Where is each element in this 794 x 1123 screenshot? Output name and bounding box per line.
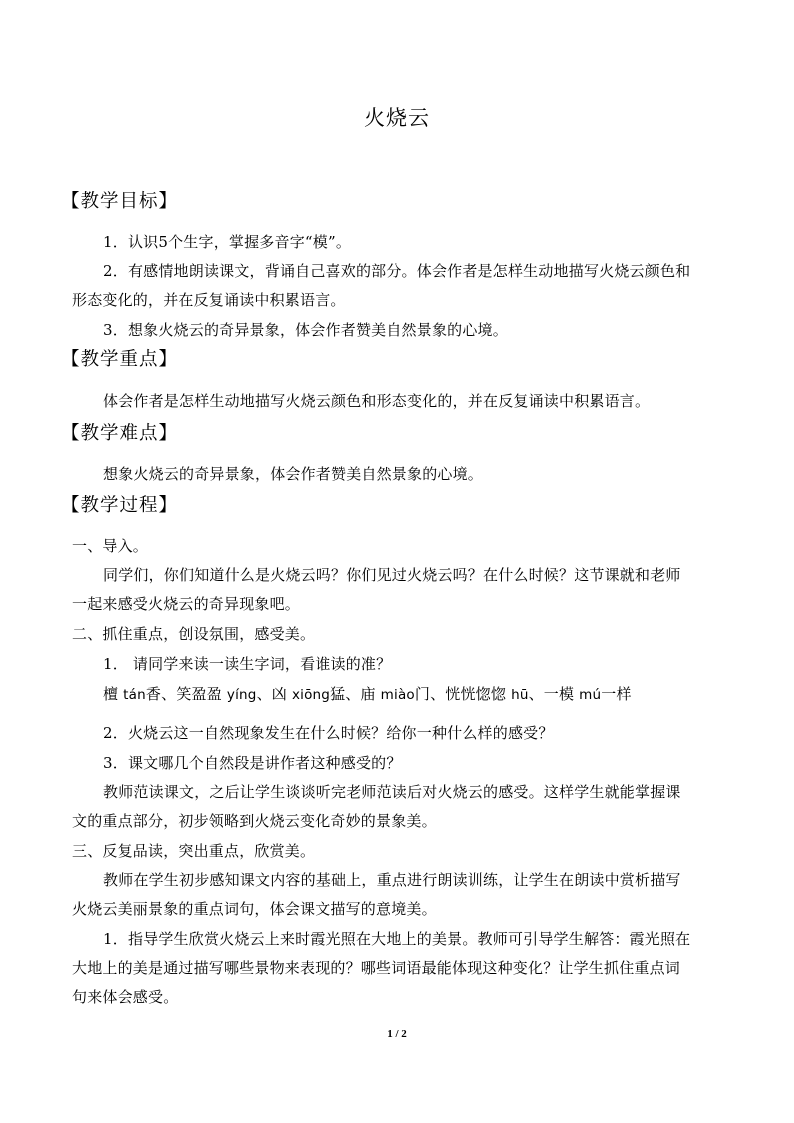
vocab-word: 一模 (543, 685, 575, 703)
vocab-rest: 一样 (601, 685, 632, 703)
process-step-2-question-2: 2．火烧云这一自然现象发生在什么时候？给你一种什么样的感受？ (103, 724, 554, 742)
vocab-word: 檀 (103, 685, 119, 703)
vocab-pinyin: mú (579, 687, 602, 703)
process-step-3-question-1-line-2: 大地上的美是通过描写哪些景物来表现的？哪些词语最能体现这种变化？让学生抓住重点词 (72, 959, 681, 977)
difficulty-text: 想象火烧云的奇异景象，体会作者赞美自然景象的心境。 (103, 465, 484, 483)
process-step-3-title: 三、反复品读，突出重点，欣赏美。 (72, 842, 316, 860)
section-heading-difficulty: 【教学难点】 (61, 423, 179, 444)
process-step-2-question-3: 3．课文哪几个自然段是讲作者这种感受的？ (103, 754, 402, 772)
vocab-rest: 门、 (414, 685, 446, 703)
process-step-2-para-line-1: 教师范读课文，之后让学生谈谈听完老师范读后对火烧云的感受。这样学生就能掌握课 (103, 783, 681, 801)
page-title: 火烧云 (364, 106, 430, 130)
vocab-pinyin: tán (123, 687, 146, 703)
vocab-pinyin: miào (380, 687, 415, 703)
goal-item-3: 3．想象火烧云的奇异景象，体会作者赞美自然景象的心境。 (103, 321, 508, 339)
goal-item-2-cont: 形态变化的，并在反复诵读中积累语言。 (72, 291, 346, 309)
vocab-rest: 、 (528, 685, 544, 703)
vocab-line (103, 684, 632, 705)
section-heading-process: 【教学过程】 (61, 495, 179, 516)
vocab-rest: 猛、 (330, 685, 361, 703)
vocab-pinyin: yíng (226, 687, 257, 703)
process-step-3-para-line-1: 教师在学生初步感知课文内容的基础上，重点进行朗读训练，让学生在朗读中赏析描写 (103, 871, 681, 889)
process-step-1-para-line-2: 一起来感受火烧云的奇异现象吧。 (72, 595, 301, 613)
goal-item-1: 1．认识5个生字，掌握多音字“模”。 (103, 233, 352, 251)
vocab-pinyin: hū (511, 687, 529, 703)
process-step-3-para-line-2: 火烧云美丽景象的重点词句，体会课文描写的意境美。 (72, 900, 437, 918)
section-heading-key: 【教学重点】 (61, 349, 179, 370)
process-step-2-para-line-2: 文的重点部分，初步领略到火烧云变化奇妙的景象美。 (72, 812, 437, 830)
vocab-rest: 香、 (145, 685, 177, 703)
key-point-text: 体会作者是怎样生动地描写火烧云颜色和形态变化的，并在反复诵读中积累语言。 (103, 392, 651, 410)
vocab-pinyin: xiōng (291, 687, 331, 703)
vocab-word: 庙 (360, 685, 376, 703)
vocab-word: 凶 (271, 685, 287, 703)
section-heading-goals: 【教学目标】 (61, 191, 179, 212)
process-step-3-question-1-line-1: 1．指导学生欣赏火烧云上来时霞光照在大地上的美景。教师可引导学生解答：霞光照在 (103, 930, 691, 948)
process-step-2-question-1: 1． 请同学来读一读生字词，看谁读的准？ (103, 655, 392, 673)
process-step-1-para-line-1: 同学们，你们知道什么是火烧云吗？你们见过火烧云吗？在什么时候？这节课就和老师 (103, 566, 681, 584)
process-step-2-title: 二、抓住重点，创设氛围，感受美。 (72, 625, 316, 643)
vocab-rest: 、 (256, 685, 272, 703)
vocab-word: 笑盈盈 (176, 685, 222, 703)
page-indicator: 1 / 2 (387, 1028, 407, 1040)
vocab-word: 恍恍惚惚 (445, 685, 507, 703)
goal-item-2: 2．有感情地朗读课文，背诵自己喜欢的部分。体会作者是怎样生动地描写火烧云颜色和 (103, 262, 691, 280)
process-step-3-question-1-line-3: 句来体会感受。 (72, 988, 179, 1006)
process-step-1-title: 一、导入。 (72, 537, 149, 555)
